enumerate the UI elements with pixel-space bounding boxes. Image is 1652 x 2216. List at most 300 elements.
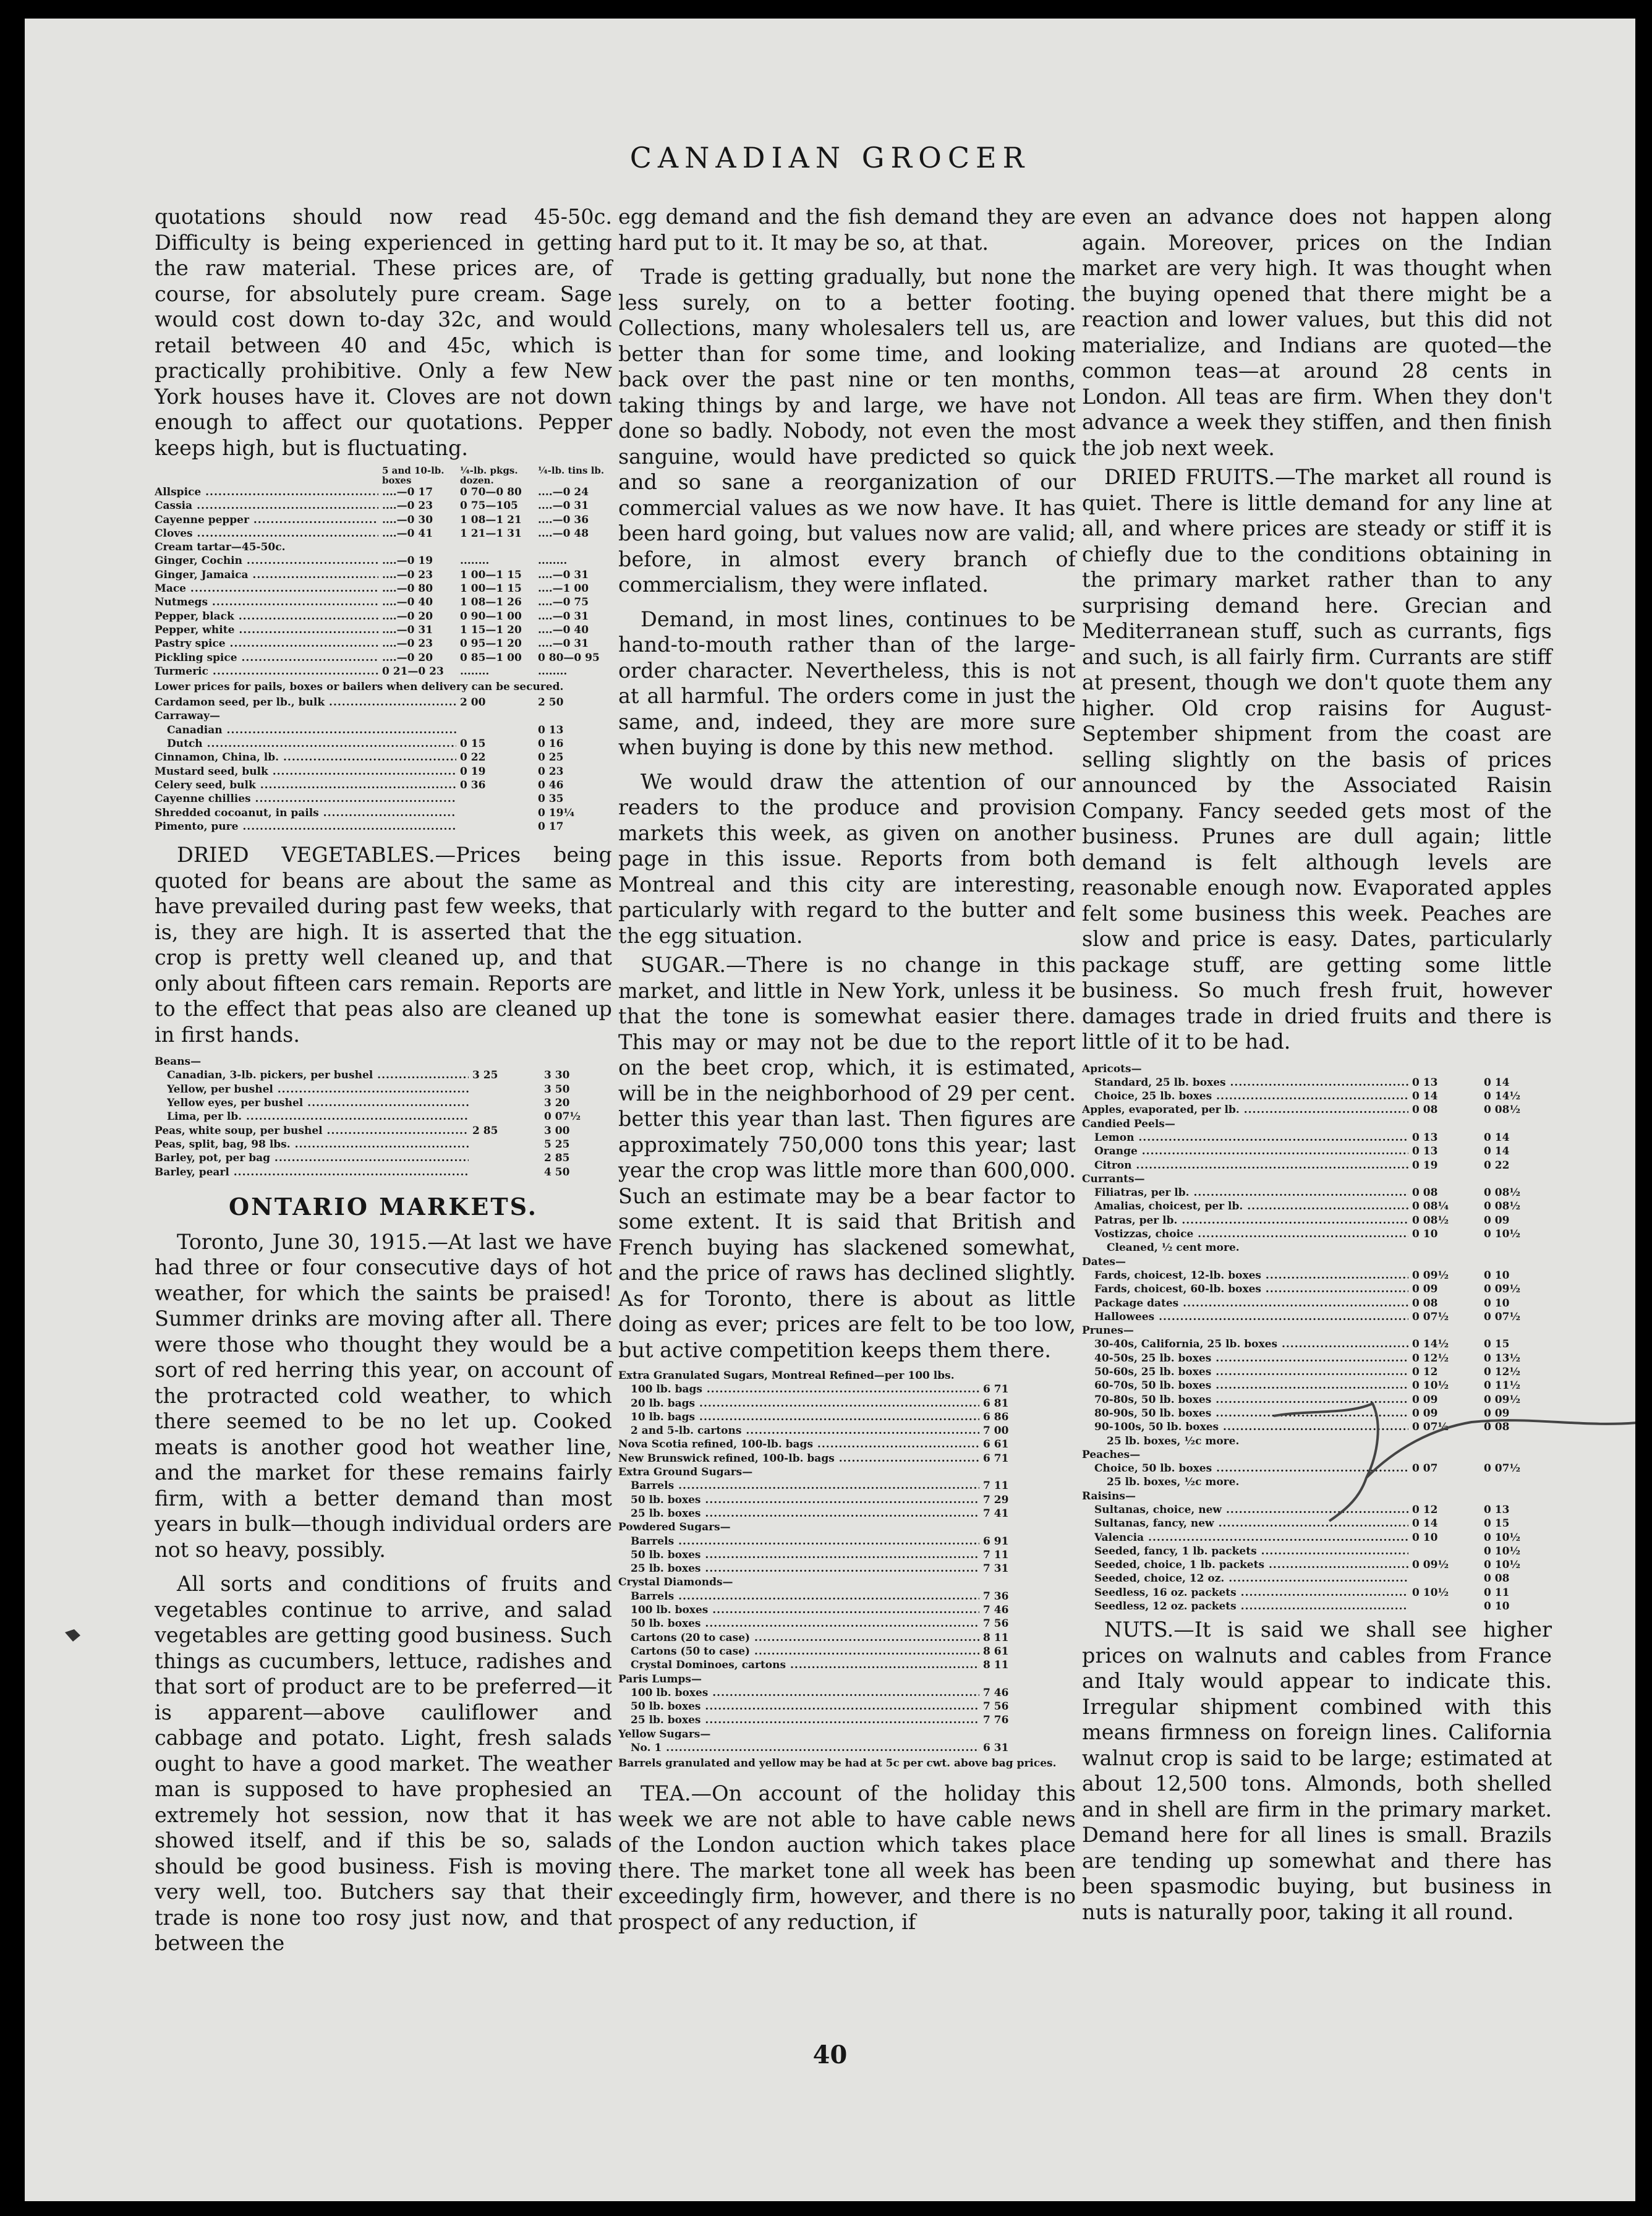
row-value: 6 31 xyxy=(983,1742,1009,1755)
row-value: 1 08—1 26 xyxy=(460,596,522,609)
row-value xyxy=(1212,1448,1284,1462)
row-value xyxy=(752,1465,849,1479)
tea-paragraph: TEA.—On account of the holiday this week we are not able to have cable news of the London auction which takes place there. The market tone all week has been exceedingly firm, however, and there is no prospect of any reduction, if xyxy=(618,1781,1076,1934)
table-row xyxy=(618,1590,1076,1603)
row-value: 8 61 xyxy=(983,1645,1009,1658)
table-row xyxy=(1082,1227,1552,1241)
row-value: 0 14½ xyxy=(1484,1090,1521,1103)
table-row xyxy=(155,582,612,595)
table-row xyxy=(1082,1089,1552,1103)
row-label: 80-90s, 50 lb. boxes ..... xyxy=(1094,1407,1408,1420)
row-value: 0 13 xyxy=(1412,1131,1438,1144)
table-row xyxy=(1082,1255,1552,1269)
table-row xyxy=(155,1055,612,1068)
row-value: ....—0 31 xyxy=(538,500,589,513)
row-label: Orange ..... xyxy=(1094,1144,1408,1158)
row-value: 3 00 xyxy=(544,1124,570,1137)
nuts-paragraph: NUTS.—It is said we shall see higher prices on walnuts and cables from France and Italy would appear to indicate this. Irregular shipment combined with this means firmness on foreign lines. California walnut crop is said to be large; estimated at about 12,500 tons. Almonds, both shelled and in shell are firm in the primary market. Demand here for all lines is small. Brazils are tending up somewhat and there has been spasmodic buying, but business in nuts is naturally poor, taking it all round. xyxy=(1082,1617,1552,1924)
row-value: ....—0 20 xyxy=(382,651,433,664)
row-value: 7 46 xyxy=(983,1686,1009,1699)
table-row xyxy=(155,1124,612,1138)
row-value: 7 11 xyxy=(983,1548,1009,1561)
table-row xyxy=(618,1507,1076,1520)
row-value: 7 76 xyxy=(983,1714,1009,1727)
table-row xyxy=(618,1397,1076,1410)
row-value: 1 00—1 15 xyxy=(460,568,522,581)
row-label: Mace ..... xyxy=(155,582,378,595)
row-value: 0 19¼ xyxy=(538,806,575,819)
row-value xyxy=(710,1728,807,1741)
row-value: 0 90—1 00 xyxy=(460,610,522,623)
row-value: 7 56 xyxy=(983,1617,1009,1630)
spice-col-tins: ¼-lb. tins lb. xyxy=(538,465,605,476)
table-row xyxy=(618,1713,1076,1727)
table-row xyxy=(155,1068,612,1082)
row-value: 3 30 xyxy=(544,1069,570,1082)
row-label: Cayenne pepper ..... xyxy=(155,513,378,527)
row-value: 0 25 xyxy=(538,751,564,764)
row-value: 1 21—1 31 xyxy=(460,527,522,540)
row-value: 0 14 xyxy=(1412,1090,1438,1103)
table-row xyxy=(618,1548,1076,1562)
row-label: 25 lb. boxes ..... xyxy=(631,1713,979,1727)
row-value: 0 80—0 95 xyxy=(538,651,600,664)
row-value: 7 56 xyxy=(983,1700,1009,1713)
row-label: Dutch ..... xyxy=(167,737,456,751)
row-value: 0 08 xyxy=(1412,1297,1438,1310)
row-value xyxy=(456,806,534,820)
table-row xyxy=(155,554,612,568)
row-value: 6 91 xyxy=(983,1535,1009,1548)
row-value xyxy=(456,792,534,806)
table-row xyxy=(618,1741,1076,1755)
row-label: Pepper, black ..... xyxy=(155,610,378,623)
row-label: Fards, choicest, 12-lb. boxes ..... xyxy=(1094,1269,1408,1282)
table-row xyxy=(1082,1214,1552,1227)
row-value: 0 36 xyxy=(460,778,486,791)
row-value: 0 21—0 23 xyxy=(382,665,444,678)
egg-fish-paragraph: egg demand and the fish demand they are hard put to it. It may be so, at that. xyxy=(618,205,1076,255)
row-label: 70-80s, 50 lb. boxes ..... xyxy=(1094,1393,1408,1407)
table-row xyxy=(618,1493,1076,1507)
row-value: 0 13½ xyxy=(1484,1352,1521,1365)
row-value: 0 10½ xyxy=(1484,1545,1521,1558)
row-value: 0 10 xyxy=(1484,1600,1510,1613)
table-row xyxy=(618,1728,1076,1741)
row-label: Pepper, white ..... xyxy=(155,623,378,637)
row-label: Barrels ..... xyxy=(631,1590,979,1603)
table-row xyxy=(155,696,612,709)
row-label: 50 lb. boxes ..... xyxy=(631,1617,979,1630)
row-value xyxy=(441,540,519,554)
row-value xyxy=(298,709,376,723)
row-label: Sultanas, fancy, new ..... xyxy=(1094,1517,1408,1530)
row-value: 0 09 xyxy=(1412,1393,1438,1406)
spice-col-pkgs: ¼-lb. pkgs. dozen. xyxy=(460,465,518,486)
row-value: 0 10½ xyxy=(1484,1228,1521,1241)
row-value: ....—0 36 xyxy=(538,513,589,526)
row-value xyxy=(1217,1172,1288,1186)
sugar-table xyxy=(618,1369,1076,1755)
row-value: 0 70—0 80 xyxy=(460,486,522,498)
page-number: 40 xyxy=(812,2040,848,2069)
row-value: 4 50 xyxy=(544,1166,570,1178)
table-row xyxy=(1082,1545,1552,1558)
row-value: 0 14 xyxy=(1484,1145,1510,1158)
row-value xyxy=(1142,1062,1214,1076)
produce-paragraph: We would draw the attention of our readers to the produce and provision markets this week, as given on another page in this issue. Reports from both Montreal and this city are interesting, particularly with regard to the butter and the egg situation. xyxy=(618,769,1076,948)
table-row xyxy=(155,820,612,833)
row-value: 0 12 xyxy=(1412,1366,1438,1379)
row-value: 0 14 xyxy=(1484,1076,1510,1089)
row-label: 50 lb. boxes ..... xyxy=(631,1493,979,1507)
dried-vegetables-paragraph: DRIED VEGETABLES.—Prices being quoted for beans are about the same as have prevailed during past few weeks, that is, they are high. It is asserted that the crop is pretty well cleaned up, and that only about fifteen cars remain. Reports are to the effect that peas also are cleaned up in first hands. xyxy=(155,843,612,1047)
table-row xyxy=(618,1452,1076,1465)
row-label: Ginger, Jamaica ..... xyxy=(155,568,378,582)
table-row xyxy=(155,637,612,650)
row-value: 0 09 xyxy=(1412,1283,1438,1296)
trade-paragraph: Trade is getting gradually, but none the less surely, on to a better footing. Collections, many wholesalers tell us, are better than for some time, and looking back over the past nine or ten months, taking things by and large, we have not done so badly. Nobody, not even the most sanguine, would have predicted so quick and so sane a reorganization of our commercial values as we now have. It has been hard going, but values now are valid; before, in almost every branch of commercialism, they were inflated. xyxy=(618,265,1076,597)
row-value: 0 23 xyxy=(538,765,564,778)
row-label: Choice, 25 lb. boxes ..... xyxy=(1094,1089,1408,1103)
row-value: 0 85—1 00 xyxy=(460,651,522,664)
row-value: 3 20 xyxy=(544,1097,570,1110)
row-value: ....—0 30 xyxy=(382,513,433,526)
table-row xyxy=(618,1603,1076,1617)
row-value: 0 11½ xyxy=(1484,1379,1521,1392)
row-value: 0 09 xyxy=(1484,1214,1510,1227)
row-value: 0 07½ xyxy=(1484,1310,1521,1323)
row-label: Seedless, 16 oz. packets ..... xyxy=(1094,1586,1408,1600)
table-row xyxy=(618,1465,1076,1479)
row-value: 0 08½ xyxy=(1484,1104,1521,1117)
table-row xyxy=(155,623,612,637)
row-value: 1 00—1 15 xyxy=(460,582,522,595)
table-row xyxy=(618,1631,1076,1645)
row-label: Powdered Sugars— xyxy=(618,1521,731,1534)
row-value: 6 71 xyxy=(983,1452,1009,1465)
row-value: 7 31 xyxy=(983,1562,1009,1575)
row-label: Lima, per lb. ..... xyxy=(167,1110,469,1123)
row-value xyxy=(1134,1324,1206,1337)
table-row xyxy=(618,1383,1076,1396)
row-label: Package dates ..... xyxy=(1094,1297,1408,1310)
row-label: 25 lb. boxes, ½c more. xyxy=(1107,1476,1240,1489)
row-value: 2 00 xyxy=(460,696,486,709)
row-value: 0 11 xyxy=(1484,1586,1510,1599)
row-value: 0 35 xyxy=(538,793,564,806)
row-label: Amalias, choicest, per lb. ..... xyxy=(1094,1200,1408,1213)
row-value: ....—0 31 xyxy=(538,568,589,581)
row-value: 0 08½ xyxy=(1484,1200,1521,1213)
row-value: ....—0 40 xyxy=(538,623,589,636)
row-value xyxy=(731,1520,827,1534)
row-value: ....—0 19 xyxy=(382,555,433,568)
row-label: Seeded, fancy, 1 lb. packets ..... xyxy=(1094,1545,1408,1558)
spice-table-header xyxy=(155,466,612,485)
row-value: 0 95—1 20 xyxy=(460,637,522,650)
row-value: ....—0 23 xyxy=(382,568,433,581)
row-label: No. 1 ..... xyxy=(631,1741,979,1755)
row-value: 0 08½ xyxy=(1412,1214,1449,1227)
row-label: Cardamon seed, per lb., bulk ..... xyxy=(155,696,456,709)
row-value: 0 08 xyxy=(1412,1187,1438,1200)
row-value: 0 19 xyxy=(460,765,486,778)
row-value xyxy=(1214,1062,1285,1076)
row-value: 0 08 xyxy=(1484,1572,1510,1585)
dried-fruits-paragraph: DRIED FRUITS.—The market all round is quiet. There is little demand for any line at all, and where prices are steady or stiff it is chiefly due to the conditions obtaining in the primary market rather than to any surprising demand here. Grecian and Mediterranean stuff, such as currants, figs and such, is all fairly firm. Currants are stiff at present, though we don't quote them any higher. Old crop raisins for August-September shipment from the coast are selling slightly on the basis of prices announced by the Associated Raisin Company. Fancy seeded gets most of the business. Prunes are dull again; little demand is felt although levels are reasonable enough now. Evaporated apples felt some business this week. Peaches are slow and price is easy. Dates, particularly package stuff, are getting some little business. So much fresh fruit, however damages trade in dried fruits and there is little of it to be had. xyxy=(1082,465,1552,1054)
row-label: 30-40s, California, 25 lb. boxes ..... xyxy=(1094,1337,1408,1351)
table-row xyxy=(1082,1062,1552,1076)
row-label: Fards, choicest, 60-lb. boxes ..... xyxy=(1094,1282,1408,1296)
row-value: 0 10 xyxy=(1484,1269,1510,1282)
row-value: 0 09½ xyxy=(1412,1559,1449,1572)
table-row xyxy=(618,1562,1076,1575)
row-label: Currants— xyxy=(1082,1172,1145,1185)
row-value: 0 15 xyxy=(1484,1517,1510,1530)
table-row xyxy=(618,1645,1076,1658)
row-label: Pimento, pure ..... xyxy=(155,820,456,833)
table-row xyxy=(618,1535,1076,1548)
column-3 xyxy=(1082,204,1552,1925)
table-row xyxy=(155,751,612,764)
row-label: 2 and 5-lb. cartons ..... xyxy=(631,1424,979,1438)
row-label: Choice, 50 lb. boxes ..... xyxy=(1094,1462,1408,1475)
row-value: ....—0 40 xyxy=(382,596,433,609)
table-row xyxy=(155,778,612,792)
row-label: Mustard seed, bulk ..... xyxy=(155,765,456,778)
row-value: 7 36 xyxy=(983,1590,1009,1603)
table-row xyxy=(1082,1297,1552,1310)
row-label: Peaches— xyxy=(1082,1448,1141,1461)
row-value xyxy=(469,1151,540,1165)
column-2 xyxy=(618,204,1076,1935)
row-value xyxy=(456,723,534,737)
row-label: 50 lb. boxes ..... xyxy=(631,1700,979,1713)
row-label: Cloves ..... xyxy=(155,527,378,540)
row-value: 3 25 xyxy=(472,1069,498,1082)
spice-col-boxes: 5 and 10-lb. boxes xyxy=(382,465,445,486)
table-row xyxy=(1082,1531,1552,1545)
row-value: ....—1 00 xyxy=(538,582,589,595)
toronto-paragraph: Toronto, June 30, 1915.—At last we have had three or four consecutive days of hot weather, for which the saints be praised! Summer drinks are moving after all. There were those who thought they would be a sort of red herring this year, on account of the protracted cold weather, to which there seemed to be no let up. Cooked meats is another good hot weather line, and the market for these remains fairly firm, with a better demand than most years in bulk—though individual orders are not so heavy, possibly. xyxy=(155,1229,612,1562)
table-row xyxy=(155,1138,612,1151)
table-row xyxy=(1082,1076,1552,1089)
row-value: 0 16 xyxy=(538,738,564,751)
row-value: ....—0 31 xyxy=(382,623,433,636)
row-value: 0 14½ xyxy=(1412,1338,1449,1351)
row-value: ........ xyxy=(538,665,568,678)
row-label: Peas, white soup, per bushel ..... xyxy=(155,1124,469,1138)
table-row xyxy=(618,1700,1076,1713)
table-row xyxy=(155,568,612,582)
row-label: Hallowees ..... xyxy=(1094,1310,1408,1324)
row-label: Cleaned, ½ cent more. xyxy=(1107,1242,1240,1255)
row-value: 7 41 xyxy=(983,1507,1009,1520)
row-value xyxy=(1311,1241,1383,1255)
row-value: 0 10½ xyxy=(1412,1379,1449,1392)
row-value: 1 15—1 20 xyxy=(460,623,522,636)
row-label: Crystal Dominoes, cartons ..... xyxy=(631,1658,979,1672)
row-value: 0 07 xyxy=(1412,1462,1438,1475)
table-row xyxy=(618,1658,1076,1672)
row-label: 25 lb. boxes ..... xyxy=(631,1562,979,1575)
table-row xyxy=(1082,1558,1552,1572)
row-label: Shredded cocoanut, in pails ..... xyxy=(155,806,456,820)
row-value xyxy=(1140,1448,1212,1462)
row-value: ....—0 23 xyxy=(382,500,433,513)
row-label: 25 lb. boxes, ½c more. xyxy=(1107,1434,1240,1447)
row-value: 0 13 xyxy=(1484,1504,1510,1516)
row-label: Citron ..... xyxy=(1094,1159,1408,1172)
table-row xyxy=(1082,1310,1552,1324)
row-label: Prunes— xyxy=(1082,1324,1134,1337)
table-row xyxy=(1082,1144,1552,1158)
row-value xyxy=(286,540,364,554)
row-value: 7 29 xyxy=(983,1493,1009,1506)
row-value xyxy=(733,1575,830,1589)
row-label: Nutmegs ..... xyxy=(155,595,378,609)
table-row xyxy=(618,1424,1076,1438)
row-label: Seedless, 12 oz. packets ..... xyxy=(1094,1600,1408,1613)
row-label: 90-100s, 50 lb. boxes ..... xyxy=(1094,1420,1408,1434)
row-value: 0 10 xyxy=(1484,1297,1510,1310)
row-value xyxy=(364,540,441,554)
row-label: Dates— xyxy=(1082,1255,1126,1268)
table-row xyxy=(618,1410,1076,1424)
row-value xyxy=(220,709,298,723)
row-label: Canadian ..... xyxy=(167,723,456,737)
ontario-markets-heading: ONTARIO MARKETS. xyxy=(229,1192,538,1221)
row-value: 5 25 xyxy=(544,1138,570,1151)
row-value xyxy=(1408,1545,1480,1558)
row-value: 6 71 xyxy=(983,1383,1009,1396)
table-row xyxy=(618,1673,1076,1686)
row-value: 0 09 xyxy=(1484,1407,1510,1420)
table-row xyxy=(155,527,612,540)
table-row xyxy=(618,1438,1076,1451)
row-value xyxy=(1126,1255,1198,1269)
row-label: Standard, 25 lb. boxes ..... xyxy=(1094,1076,1408,1089)
table-row xyxy=(155,499,612,513)
table-row xyxy=(155,1110,612,1123)
row-value: 0 09½ xyxy=(1484,1393,1521,1406)
row-value: 0 07½ xyxy=(544,1110,581,1123)
table-row xyxy=(1082,1172,1552,1186)
row-label: Canadian, 3-lb. pickers, per bushel ..... xyxy=(167,1068,469,1082)
row-label: Yellow, per bushel ..... xyxy=(167,1083,469,1096)
spice-table xyxy=(155,466,612,833)
row-value xyxy=(1408,1572,1480,1585)
row-value: 7 46 xyxy=(983,1604,1009,1617)
row-value: 0 09½ xyxy=(1412,1269,1449,1282)
table-row xyxy=(155,540,612,554)
row-label: Barley, pot, per bag ..... xyxy=(155,1151,469,1165)
row-value xyxy=(702,1673,798,1686)
row-value: 0 12½ xyxy=(1412,1352,1449,1365)
table-row xyxy=(618,1575,1076,1589)
table-row xyxy=(618,1479,1076,1493)
row-value: 6 61 xyxy=(983,1438,1009,1451)
spice-note: Lower prices for pails, boxes or bailers when delivery can be secured. xyxy=(155,681,564,694)
table-row xyxy=(155,806,612,820)
row-value: 8 11 xyxy=(983,1631,1009,1644)
table-row xyxy=(155,513,612,527)
magazine-page xyxy=(25,19,1635,2201)
row-value: ....—0 48 xyxy=(538,527,589,540)
row-label: Pastry spice ..... xyxy=(155,637,378,650)
table-row xyxy=(1082,1131,1552,1144)
row-label: Cassia ..... xyxy=(155,499,378,513)
row-value: 0 14 xyxy=(1412,1517,1438,1530)
row-label: Crystal Diamonds— xyxy=(618,1576,733,1589)
row-value xyxy=(1145,1172,1217,1186)
row-value: 2 85 xyxy=(544,1152,570,1165)
row-value: ....—0 31 xyxy=(538,637,589,650)
table-row xyxy=(155,1083,612,1096)
row-value xyxy=(1206,1324,1277,1337)
row-label: Beans— xyxy=(155,1055,202,1068)
row-label: Allspice ..... xyxy=(155,485,378,499)
row-label: Barrels ..... xyxy=(631,1535,979,1548)
table-row xyxy=(618,1686,1076,1700)
row-label: Cartons (50 to case) ..... xyxy=(631,1645,979,1658)
row-value xyxy=(469,1096,540,1110)
table-row xyxy=(1082,1103,1552,1117)
pencil-mark xyxy=(1274,1329,1635,1527)
row-value xyxy=(456,820,534,833)
table-row xyxy=(155,765,612,778)
row-label: Apricots— xyxy=(1082,1062,1142,1075)
row-value: 1 08—1 21 xyxy=(460,513,522,526)
row-value: ....—0 20 xyxy=(382,610,433,623)
row-label: Yellow Sugars— xyxy=(618,1728,711,1741)
row-label: Seeded, choice, 1 lb. packets ..... xyxy=(1094,1558,1408,1572)
table-row xyxy=(155,665,612,678)
row-label: Cinnamon, China, lb. ..... xyxy=(155,751,456,764)
row-label: Yellow eyes, per bushel ..... xyxy=(167,1096,469,1110)
table-row xyxy=(1082,1572,1552,1585)
spice-paragraph: quotations should now read 45-50c. Difficulty is being experienced in getting the raw material. These prices are, of course, for absolutely pure cream. Sage would cost down to-day 32c, and would retail between 40 and 45c, which is practically prohibitive. Only a few New York houses have it. Cloves are not down enough to affect our quotations. Pepper keeps high, but is fluctuating. xyxy=(155,205,612,460)
row-value: ....—0 41 xyxy=(382,527,433,540)
row-label: Pickling spice ..... xyxy=(155,651,378,665)
row-value: 7 00 xyxy=(983,1425,1009,1438)
row-value: 0 13 xyxy=(1412,1076,1438,1089)
table-row xyxy=(155,709,612,723)
row-label: Patras, per lb. ..... xyxy=(1094,1214,1408,1227)
row-value: 0 15 xyxy=(460,738,486,751)
row-label: Lemon ..... xyxy=(1094,1131,1408,1144)
column-1 xyxy=(155,204,612,1956)
row-value xyxy=(1207,1489,1279,1503)
row-label: 25 lb. boxes ..... xyxy=(631,1507,979,1520)
row-label: Valencia ..... xyxy=(1094,1531,1408,1545)
row-value: ....—0 31 xyxy=(538,610,589,623)
row-value: ....—0 17 xyxy=(382,486,433,498)
row-label: 100 lb. bags ..... xyxy=(631,1383,979,1396)
row-label: Extra Granulated Sugars, Montreal Refined—per 100 lbs. xyxy=(618,1370,955,1382)
row-value xyxy=(1247,1117,1319,1131)
row-label: Apples, evaporated, per lb. ..... xyxy=(1082,1103,1408,1117)
row-label: New Brunswick refined, 100-lb. bags ..... xyxy=(618,1452,979,1465)
row-value: 0 07½ xyxy=(1412,1421,1449,1434)
row-value xyxy=(1408,1600,1480,1613)
row-value: ....—0 80 xyxy=(382,582,433,595)
row-label: Barrels ..... xyxy=(631,1479,979,1493)
row-label: Sultanas, choice, new ..... xyxy=(1094,1503,1408,1517)
row-value: 0 10 xyxy=(1412,1228,1438,1241)
row-label: 10 lb. bags ..... xyxy=(631,1410,979,1424)
